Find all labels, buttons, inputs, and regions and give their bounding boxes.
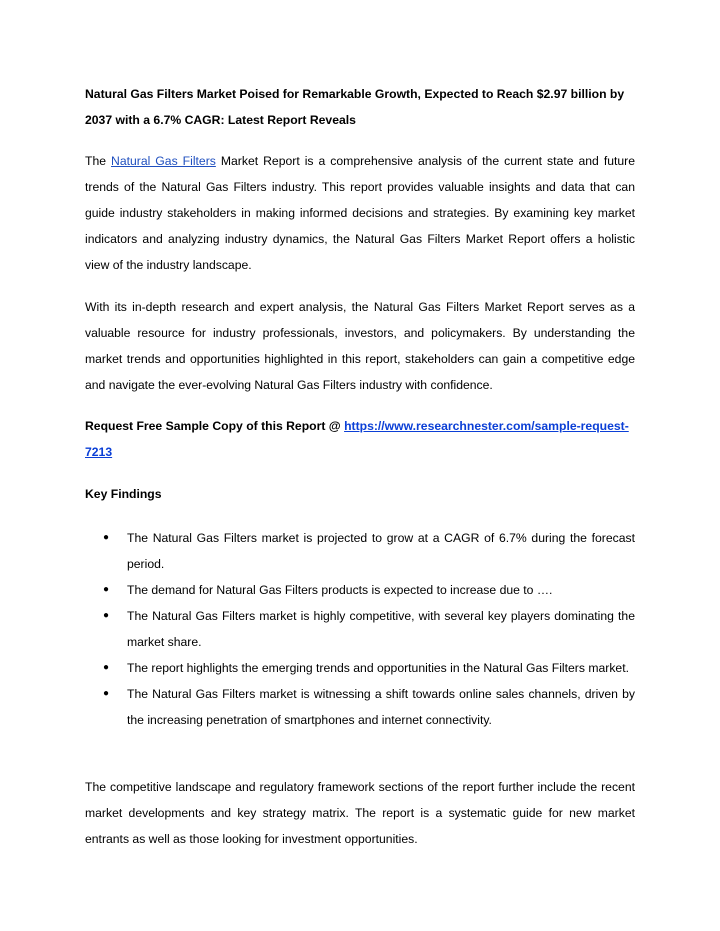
natural-gas-filters-link[interactable]: Natural Gas Filters [111, 154, 216, 168]
finding-text: The Natural Gas Filters market is witnessing a shift towards online sales channels, driven by the increasing penetration of smartphones and internet connectivity. [127, 687, 635, 727]
bullet-icon: ● [103, 662, 110, 673]
sample-request-line [85, 413, 635, 465]
list-item [85, 655, 635, 681]
list-item [85, 577, 635, 603]
intro-rest: Market Report is a comprehensive analysis of the current state and future trends of the Natural Gas Filters industry. This report provides valuable insights and data that can guide industry stakeholders in making informed decisions and strategies. By examining key market indicators and analyzing industry dynamics, the Natural Gas Filters Market Report offers a holistic view of the industry landscape. [85, 154, 635, 272]
document-title: Natural Gas Filters Market Poised for Remarkable Growth, Expected to Reach $2.97 billion by 2037 with a 6.7% CAGR: Latest Report Reveals [85, 87, 625, 127]
bullet-icon: ● [103, 688, 110, 699]
sample-request-link[interactable]: https://www.researchnester.com/sample-request-7213 [85, 419, 629, 459]
list-item [85, 603, 635, 655]
bullet-icon: ● [103, 610, 110, 621]
finding-text: The demand for Natural Gas Filters products is expected to increase due to …. [127, 583, 553, 597]
key-findings-list [85, 525, 635, 733]
list-item [85, 681, 635, 733]
intro-lead: The [85, 154, 112, 168]
intro-paragraph [85, 148, 635, 278]
finding-text: The Natural Gas Filters market is projected to grow at a CAGR of 6.7% during the forecast period. [127, 531, 635, 571]
finding-text: The report highlights the emerging trends and opportunities in the Natural Gas Filters market. [127, 661, 629, 675]
sample-request-label: Request Free Sample Copy of this Report @ [85, 419, 345, 433]
bullet-icon: ● [103, 584, 110, 595]
list-item [85, 525, 635, 577]
analysis-paragraph: With its in-depth research and expert analysis, the Natural Gas Filters Market Report serves as a valuable resource for industry professionals, investors, and policymakers. By understanding the market trends and opportunities highlighted in this report, stakeholders can gain a competitive edge and navigate the ever-evolving Natural Gas Filters industry with confidence. [85, 300, 635, 392]
key-findings-heading: Key Findings [85, 487, 162, 501]
finding-text: The Natural Gas Filters market is highly competitive, with several key players dominating the market share. [127, 609, 635, 649]
bullet-icon: ● [103, 532, 110, 543]
closing-paragraph: The competitive landscape and regulatory framework sections of the report further include the recent market developments and key strategy matrix. The report is a systematic guide for new market entrants as well as those looking for investment opportunities. [85, 780, 635, 846]
